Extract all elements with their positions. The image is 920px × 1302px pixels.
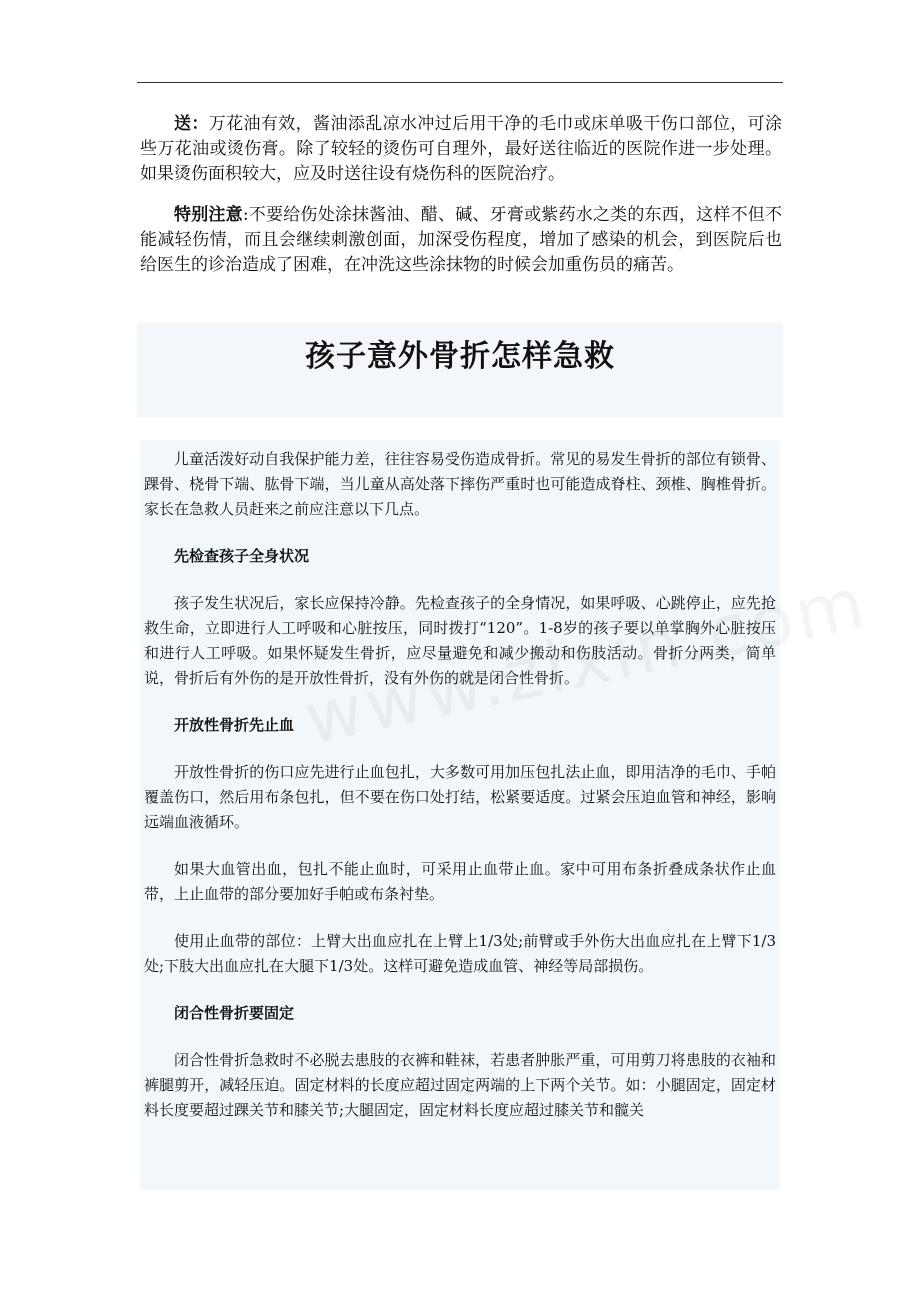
heading-closed-fracture: 闭合性骨折要固定	[174, 1004, 295, 1022]
heading-open-fracture: 开放性骨折先止血	[174, 716, 295, 734]
paragraph-check: 孩子发生状况后，家长应保持冷静。先检查孩子的全身情况，如果呼吸、心跳停止，应先抢救生命，立即进行人工呼吸和心脏按压，同时拨打“120”。1-8岁的孩子要以单掌胸外心脏按压和进行人工呼吸。如果怀疑发生骨折，应尽量避免和减少搬动和伤肢活动。骨折分两类，简单说，骨折后有外伤的是开放性骨折，没有外伤的就是闭合性骨折。	[144, 594, 776, 687]
paragraph-open-2: 如果大血管出血，包扎不能止血时，可采用止血带止血。家中可用布条折叠成条状作止血带，上止血带的部分要加好手帕或布条衬垫。	[144, 860, 776, 903]
article-panel	[140, 440, 780, 1190]
heading-check: 先检查孩子全身状况	[174, 547, 310, 565]
title-band	[137, 323, 783, 417]
paragraph-special-note	[140, 203, 782, 278]
paragraph-closed: 闭合性骨折急救时不必脱去患肢的衣裤和鞋袜，若患者肿胀严重，可用剪刀将患肢的衣袖和裤腿剪开，减轻压迫。固定材料的长度应超过固定两端的上下两个关节。如：小腿固定，固定材料长度要超过踝关节和膝关节;大腿固定，固定材料长度应超过膝关节和髋关	[144, 1051, 776, 1119]
paragraph-open-1: 开放性骨折的伤口应先进行止血包扎，大多数可用加压包扎法止血，即用洁净的毛巾、手帕覆盖伤口，然后用布条包扎，但不要在伤口处打结，松紧要适度。过紧会压迫血管和神经，影响远端血液循环。	[144, 763, 776, 831]
label-send: 送：	[174, 114, 209, 134]
paragraph-open-3: 使用止血带的部位：上臂大出血应扎在上臂上1/3处;前臂或手外伤大出血应扎在上臂下1/3处;下肢大出血应扎在大腿下1/3处。这样可避免造成血管、神经等局部损伤。	[144, 932, 776, 975]
text-send: 万花油有效，酱油添乱凉水冲过后用干净的毛巾或床单吸干伤口部位，可涂些万花油或烫伤膏。除了较轻的烫伤可自理外，最好送往临近的医院作进一步处理。如果烫伤面积较大，应及时送往设有烧伤科的医院治疗。	[140, 114, 782, 184]
label-special-note: 特别注意	[174, 205, 243, 225]
page-title: 孩子意外骨折怎样急救	[305, 339, 615, 374]
header-rule	[137, 82, 783, 83]
text-special-note: :不要给伤处涂抹酱油、醋、碱、牙膏或紫药水之类的东西，这样不但不能减轻伤情，而且会继续刺激创面，加深受伤程度，增加了感染的机会，到医院后也给医生的诊治造成了困难，在冲洗这些涂抹物的时候会加重伤员的痛苦。	[140, 205, 783, 275]
intro-section	[140, 112, 782, 294]
paragraph-send	[140, 112, 782, 187]
paragraph-intro: 儿童活泼好动自我保护能力差，往往容易受伤造成骨折。常见的易发生骨折的部位有锁骨、踝骨、桡骨下端、肱骨下端，当儿童从高处落下摔伤严重时也可能造成脊柱、颈椎、胸椎骨折。家长在急救人员赶来之前应注意以下几点。	[144, 450, 776, 518]
